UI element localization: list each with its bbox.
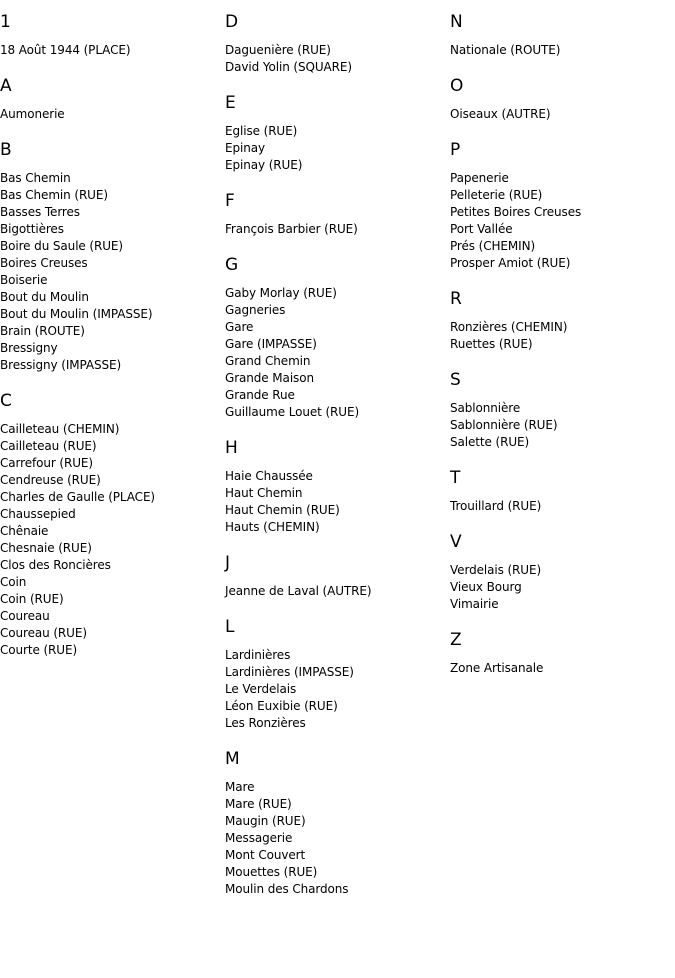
street-list [225,779,445,898]
street-index-column-3 [450,12,670,694]
street-link[interactable]: Lardinières [225,648,291,662]
street-list [225,221,445,238]
letter-group [450,468,670,515]
street-link[interactable]: Haut Chemin [225,486,303,500]
letter-heading: P [450,140,461,160]
letter-group [0,140,220,374]
letter-heading: S [450,370,461,390]
letter-heading: C [0,391,12,411]
street-list [450,660,670,677]
street-link[interactable]: Guillaume Louet (RUE) [225,405,360,419]
letter-heading: D [225,12,239,32]
letter-group [225,438,445,536]
street-link[interactable]: Pelleterie (RUE) [450,188,543,202]
street-list [450,498,670,515]
street-link[interactable]: Brain (ROUTE) [0,324,85,338]
letter-heading: N [450,12,463,32]
letter-group [450,12,670,59]
street-link[interactable]: Clos des Roncières [0,558,111,572]
street-link[interactable]: Cendreuse (RUE) [0,473,101,487]
letter-heading: H [225,438,238,458]
street-link[interactable]: Coin (RUE) [0,592,64,606]
letter-group [225,191,445,238]
street-link[interactable]: Bressigny [0,341,58,355]
street-link[interactable]: Salette (RUE) [450,435,530,449]
street-link[interactable]: Sablonnière [450,401,521,415]
street-link[interactable]: Maugin (RUE) [225,814,306,828]
street-link[interactable]: Jeanne de Laval (AUTRE) [225,584,372,598]
letter-group [450,532,670,613]
street-link[interactable]: Grand Chemin [225,354,311,368]
street-link[interactable]: Bout du Moulin (IMPASSE) [0,307,153,321]
letter-heading: A [0,76,12,96]
street-list [225,468,445,536]
street-link[interactable]: Coureau [0,609,50,623]
letter-group [450,140,670,272]
street-list [225,123,445,174]
street-link[interactable]: Zone Artisanale [450,661,544,675]
letter-group [450,289,670,353]
street-link[interactable]: Haut Chemin (RUE) [225,503,340,517]
street-link[interactable]: Bout du Moulin [0,290,89,304]
letter-heading: R [450,289,462,309]
street-link[interactable]: Boires Creuses [0,256,88,270]
letter-group [225,553,445,600]
street-link[interactable]: Léon Euxibie (RUE) [225,699,338,713]
street-link[interactable]: Nationale (ROUTE) [450,43,561,57]
street-link[interactable]: Chesnaie (RUE) [0,541,92,555]
street-link[interactable]: Les Ronzières [225,716,306,730]
street-link[interactable]: Lardinières (IMPASSE) [225,665,354,679]
street-link[interactable]: Moulin des Chardons [225,882,349,896]
street-list [0,106,220,123]
street-link[interactable]: Gare (IMPASSE) [225,337,317,351]
letter-group [225,749,445,898]
street-link[interactable]: Charles de Gaulle (PLACE) [0,490,156,504]
street-link[interactable]: Boiserie [0,273,48,287]
street-link[interactable]: Cailleteau (RUE) [0,439,97,453]
street-link[interactable]: Grande Maison [225,371,314,385]
letter-heading: E [225,93,236,113]
letter-group [450,630,670,677]
street-link[interactable]: Epinay [225,141,265,155]
letter-group [225,617,445,732]
street-link[interactable]: Le Verdelais [225,682,297,696]
street-link[interactable]: Port Vallée [450,222,513,236]
street-link[interactable]: Verdelais (RUE) [450,563,542,577]
street-list [0,170,220,374]
street-link[interactable]: Oiseaux (AUTRE) [450,107,551,121]
letter-heading: B [0,140,12,160]
street-link[interactable]: François Barbier (RUE) [225,222,358,236]
street-link[interactable]: Prosper Amiot (RUE) [450,256,571,270]
letter-group [450,76,670,123]
street-link[interactable]: Coin [0,575,27,589]
letter-heading: L [225,617,235,637]
street-link[interactable]: Bas Chemin (RUE) [0,188,108,202]
street-index-column-2 [225,12,445,915]
street-link[interactable]: Daguenière (RUE) [225,43,331,57]
street-list [450,42,670,59]
street-list [0,421,220,659]
street-link[interactable]: Papenerie [450,171,509,185]
street-link[interactable]: Vimairie [450,597,499,611]
letter-group [225,255,445,421]
letter-heading: G [225,255,239,275]
street-link[interactable]: Sablonnière (RUE) [450,418,558,432]
letter-group [0,76,220,123]
letter-heading: V [450,532,462,552]
street-link[interactable]: Carrefour (RUE) [0,456,93,470]
street-link[interactable]: Prés (CHEMIN) [450,239,536,253]
street-link[interactable]: Coureau (RUE) [0,626,87,640]
street-link[interactable]: Mouettes (RUE) [225,865,318,879]
street-link[interactable]: Basses Terres [0,205,80,219]
street-list [225,285,445,421]
letter-group [225,93,445,174]
street-link[interactable]: Ronzières (CHEMIN) [450,320,568,334]
letter-group [0,12,220,59]
street-link[interactable]: Chênaie [0,524,49,538]
street-link[interactable]: Vieux Bourg [450,580,522,594]
street-link[interactable]: Bressigny (IMPASSE) [0,358,122,372]
street-link[interactable]: Cailleteau (CHEMIN) [0,422,120,436]
letter-heading: J [225,553,231,573]
street-link[interactable]: Courte (RUE) [0,643,78,657]
street-link[interactable]: Gagneries [225,303,286,317]
letter-heading: F [225,191,235,211]
letter-group [450,370,670,451]
street-link[interactable]: David Yolin (SQUARE) [225,60,352,74]
letter-heading: 1 [0,12,11,32]
street-link[interactable]: Chaussepied [0,507,76,521]
street-link[interactable]: Epinay (RUE) [225,158,303,172]
street-list [450,106,670,123]
street-list [450,400,670,451]
street-list [450,319,670,353]
street-list [450,562,670,613]
street-index-column-1 [0,12,220,676]
street-link[interactable]: Grande Rue [225,388,295,402]
street-link[interactable]: Aumonerie [0,107,65,121]
letter-heading: Z [450,630,462,650]
letter-group [225,12,445,76]
street-link[interactable]: Messagerie [225,831,293,845]
street-link[interactable]: Haie Chaussée [225,469,313,483]
street-link[interactable]: Gare [225,320,254,334]
letter-heading: M [225,749,240,769]
street-list [450,170,670,272]
street-link[interactable]: Eglise (RUE) [225,124,298,138]
street-link[interactable]: Bigottières [0,222,64,236]
street-list [0,42,220,59]
street-link[interactable]: Trouillard (RUE) [450,499,542,513]
street-link[interactable]: Mare [225,780,255,794]
street-link[interactable]: Mare (RUE) [225,797,292,811]
letter-group [0,391,220,659]
street-link[interactable]: Hauts (CHEMIN) [225,520,320,534]
street-list [225,42,445,76]
street-link[interactable]: Petites Boires Creuses [450,205,582,219]
letter-heading: O [450,76,464,96]
street-link[interactable]: Ruettes (RUE) [450,337,533,351]
street-link[interactable]: 18 Août 1944 (PLACE) [0,43,131,57]
street-link[interactable]: Gaby Morlay (RUE) [225,286,337,300]
letter-heading: T [450,468,461,488]
street-link[interactable]: Boire du Saule (RUE) [0,239,123,253]
street-list [225,647,445,732]
street-link[interactable]: Bas Chemin [0,171,71,185]
street-link[interactable]: Mont Couvert [225,848,306,862]
street-list [225,583,445,600]
